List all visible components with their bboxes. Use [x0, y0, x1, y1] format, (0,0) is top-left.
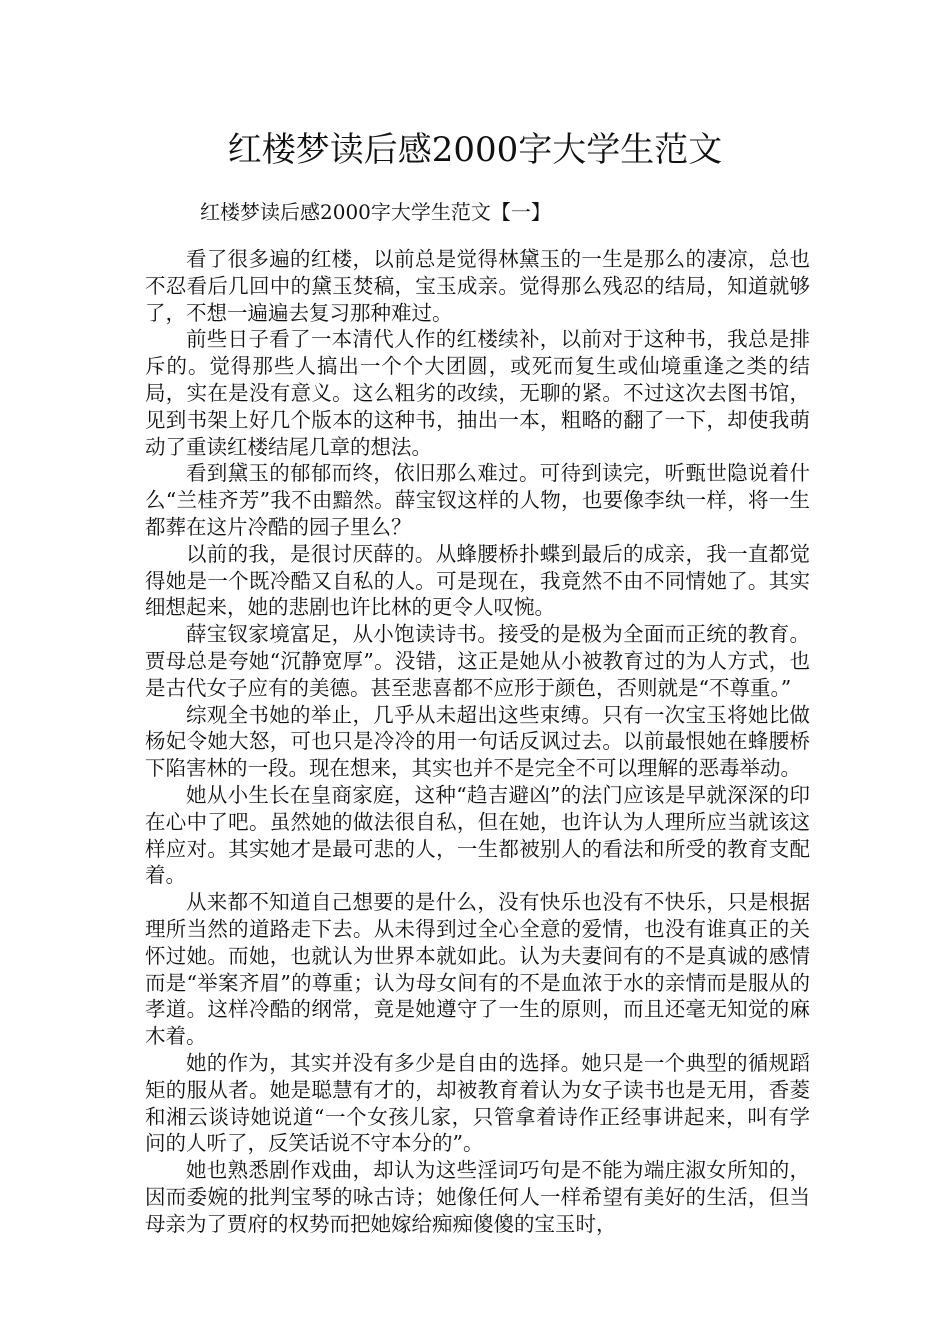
paragraph: 薛宝钗家境富足，从小饱读诗书。接受的是极为全面而正统的教育。贾母总是夸她“沉静宽厚”。没错，这正是她从小被教育过的为人方式，也是古代女子应有的美德。甚至悲喜都不应形于颜色，否则就是“不尊重。”	[145, 622, 810, 700]
paragraph: 以前的我，是很讨厌薛的。从蜂腰桥扑蝶到最后的成亲，我一直都觉得她是一个既冷酷又自私的人。可是现在，我竟然不由不同情她了。其实细想起来，她的悲剧也许比林的更令人叹惋。	[145, 541, 810, 620]
body-text	[145, 246, 810, 1237]
document-title: 红楼梦读后感2000字大学生范文	[227, 130, 723, 170]
paragraph: 看到黛玉的郁郁而终，依旧那么难过。可待到读完，听甄世隐说着什么“兰桂齐芳”我不由黯然。薛宝钗这样的人物，也要像李纨一样，将一生都葬在这片冷酷的园子里么？	[145, 461, 810, 539]
paragraph: 看了很多遍的红楼，以前总是觉得林黛玉的一生是那么的凄凉，总也不忍看后几回中的黛玉焚稿，宝玉成亲。觉得那么残忍的结局，知道就够了，不想一遍遍去复习那种难过。	[145, 247, 810, 325]
paragraph: 从来都不知道自己想要的是什么，没有快乐也没有不快乐，只是根据理所当然的道路走下去。从未得到过全心全意的爱情，也没有谁真正的关怀过她。而她，也就认为世界本就如此。认为夫妻间有的不是真诚的感情而是“举案齐眉”的尊重；认为母女间有的不是血浓于水的亲情而是服从的孝道。这样冷酷的纲常，竟是她遵守了一生的原则，而且还毫无知觉的麻木着。	[145, 890, 810, 1049]
section-heading: 红楼梦读后感2000字大学生范文【一】	[200, 200, 551, 224]
paragraph: 综观全书她的举止，几乎从未超出这些束缚。只有一次宝玉将她比做杨妃令她大怒，可也只是冷冷的用一句话反讽过去。以前最恨她在蜂腰桥下陷害林的一段。现在想来，其实也并不是完全不可以理解的恶毒举动。	[145, 702, 810, 781]
paragraph: 前些日子看了一本清代人作的红楼续补，以前对于这种书，我总是排斥的。觉得那些人搞出一个个大团圆，或死而复生或仙境重逢之类的结局，实在是没有意义。这么粗劣的改续，无聊的紧。不过这次去图书馆，见到书架上好几个版本的这种书，抽出一本，粗略的翻了一下，却使我萌动了重读红楼结尾几章的想法。	[145, 327, 810, 459]
paragraph: 她的作为，其实并没有多少是自由的选择。她只是一个典型的循规蹈矩的服从者。她是聪慧有才的，却被教育着认为女子读书也是无用，香菱和湘云谈诗她说道“一个女孩儿家，只管拿着诗作正经事讲起来，叫有学问的人听了，反笑话说不守本分的”。	[145, 1050, 810, 1156]
paragraph: 她也熟悉剧作戏曲，却认为这些淫词巧句是不能为端庄淑女所知的，因而委婉的批判宝琴的咏古诗；她像任何人一样希望有美好的生活，但当母亲为了贾府的权势而把她嫁给痴痴傻傻的宝玉时，	[145, 1158, 810, 1236]
paragraph: 她从小生长在皇商家庭，这种“趋吉避凶”的法门应该是早就深深的印在心中了吧。虽然她的做法很自私，但在她，也许认为人理所应当就该这样应对。其实她才是最可悲的人，一生都被别人的看法和所受的教育支配着。	[145, 782, 810, 888]
